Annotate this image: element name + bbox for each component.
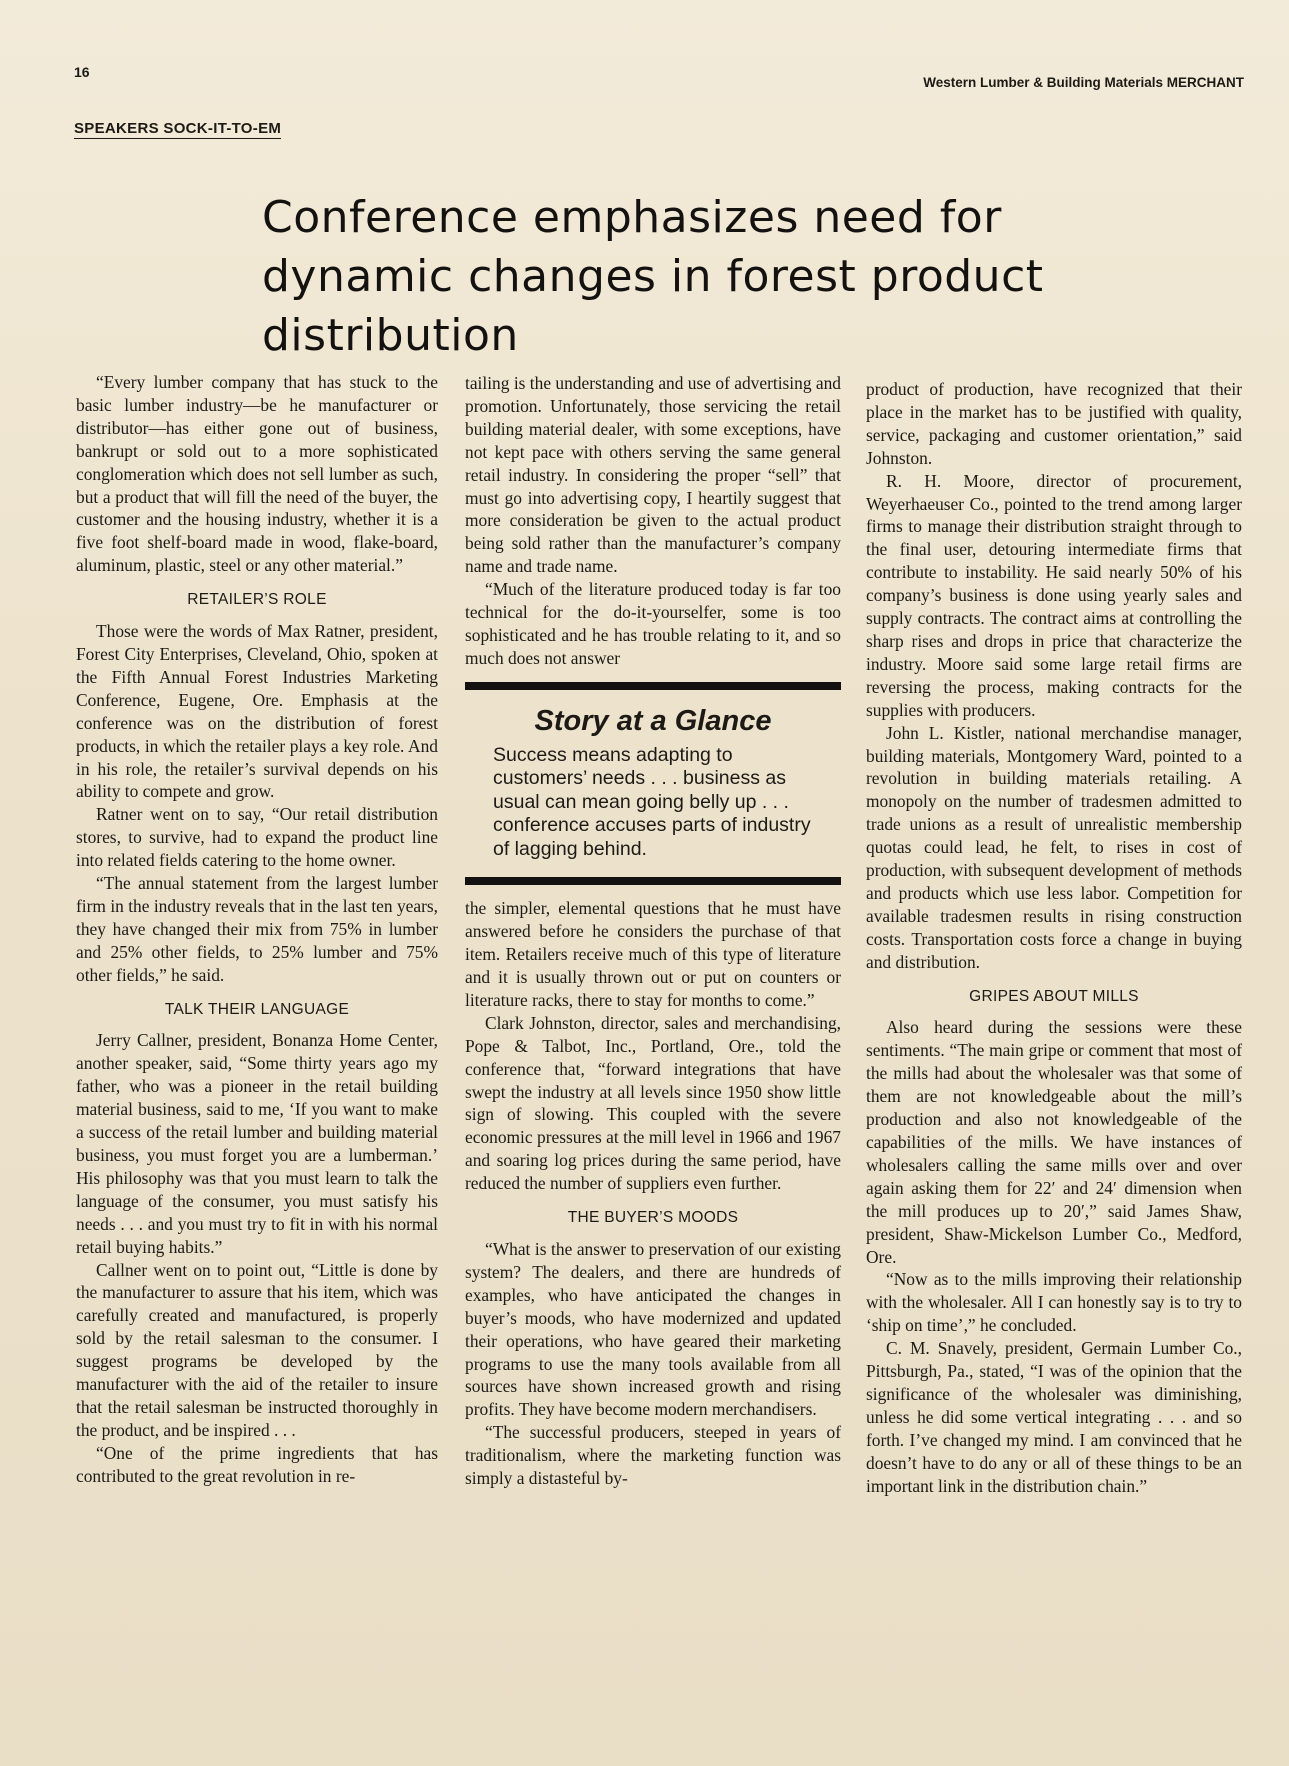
article-column-3 <box>866 378 1242 1498</box>
paragraph: Jerry Callner, president, Bonanza Home Center, another speaker, said, “Some thirty years ago my father, who was a pioneer in the retail building material business, said to me, ‘If you want to make a success of the retail lumber and building material business, you must forget you are a lumberman.’ His philosophy was that you must learn to talk the language of the consumer, you must satisfy his needs . . . and you must try to fit in with his normal retail buying habits.” <box>76 1030 438 1257</box>
article-column-1 <box>76 371 438 1488</box>
paragraph: R. H. Moore, director of procurement, Weyerhaeuser Co., pointed to the trend among larger firms to manage their distribution straight through to the final user, detouring intermediate firms that contribute to instability. He said nearly 50% of his company’s business is done using yearly sales and supply contracts. The contract aims at controlling the sharp rises and drops in price that characterize the industry. Moore said some large retail firms are reversing the process, making contracts for the supplies with producers. <box>866 470 1242 720</box>
subhead-retailers-role: RETAILER’S ROLE <box>187 591 327 609</box>
subhead-talk-their-language: TALK THEIR LANGUAGE <box>164 1000 350 1018</box>
paragraph: “Every lumber company that has stuck to the basic lumber industry—be he manufacturer or distributor—has either gone out of business, bankrupt or sold out to a more sophisticated conglomeration which does not sell lumber as such, but a product that will fill the need of the buyer, the customer and the housing industry, whether it is a five foot shelf-board made in wood, flake-board, aluminum, plastic, steel or any other material.” <box>76 372 438 576</box>
paragraph: C. M. Snavely, president, Germain Lumber Co., Pittsburgh, Pa., stated, “I was of the opinion that the significance of the wholesaler was diminishing, unless he did some vertical integrating . . . and so forth. I’ve changed my mind. I am convinced that he doesn’t have to do any or all of these things to be an important link in the distribution chain.” <box>866 1338 1242 1496</box>
publication-running-head: Western Lumber & Building Materials MERCHANT <box>923 75 1244 90</box>
paragraph: “The annual statement from the largest lumber firm in the industry reveals that in the last ten years, they have changed their mix from 75% in lumber and 25% other fields, to 25% lumber and 75% other fields,” he said. <box>76 873 438 985</box>
article-column-2 <box>465 372 841 1490</box>
paragraph: Callner went on to point out, “Little is done by the manufacturer to assure that his item, which was carefully created and manufactured, is properly sold by the retail salesman to the consumer. I suggest programs be developed by the manufacturer with the aid of the retailer to insure that the retail salesman be instructed thoroughly in the product, and be inspired . . . <box>76 1259 438 1440</box>
page-number: 16 <box>74 64 90 80</box>
article-headline: Conference emphasizes need for dynamic changes in forest product distribution <box>262 192 1044 361</box>
paragraph: John L. Kistler, national merchandise manager, building materials, Montgomery Ward, pointed to a revolution in building materials retailing. A monopoly on the number of tradesmen admitted to trade unions as a result of unrealistic membership quotas could lead, he felt, to rises in cost of production, with subsequent development of methods and products which use less labor. Competition for available tradesmen results in rising construction costs. Transportation costs force a change in buying and distribution. <box>866 722 1242 972</box>
paragraph: Ratner went on to say, “Our retail distribution stores, to survive, had to expand the product line into related fields catering to the home owner. <box>76 804 438 871</box>
paragraph: the simpler, elemental questions that he must have answered before he considers the purchase of that item. Retailers receive much of this type of literature and it is usually thrown out or put on counters or literature racks, there to stay for months to come.” <box>465 898 841 1010</box>
paragraph: tailing is the understanding and use of advertising and promotion. Unfortunately, those servicing the retail building material dealer, with some exceptions, have not kept pace with others serving the same general retail industry. In considering the proper “sell” that must go into advertising copy, I heartily suggest that more consideration be given to the actual product being sold rather than the manufacturer’s company name and trade name. <box>465 373 841 577</box>
paragraph: “One of the prime ingredients that has contributed to the great revolution in re- <box>76 1442 438 1486</box>
paragraph: “What is the answer to preservation of our existing system? The dealers, and there are hundreds of examples, who have anticipated the changes in buyer’s moods, who have modernized and updated their operations, who have geared their marketing programs to use the many tools available from all sources have shown increased growth and rising profits. They have become modern merchandisers. <box>465 1238 841 1420</box>
paragraph: Also heard during the sessions were these sentiments. “The main gripe or comment that most of the mills had about the wholesaler was that some of them are not knowledgeable about the mill’s production and also not knowledgeable of the capabilities of the mills. We have instances of wholesalers calling the same mills over and over again asking them for 22′ and 24′ dimension when the mill produces up to 20′,” said James Shaw, president, Shaw-Mickelson Lumber Co., Medford, Ore. <box>866 1017 1242 1267</box>
glance-title: Story at a Glance <box>534 704 772 737</box>
paragraph: “Much of the literature produced today is far too technical for the do-it-yourselfer, some is too sophisticated and he has trouble relating to it, and so much does not answer <box>465 579 841 668</box>
paragraph: product of production, have recognized that their place in the market has to be justified with quality, service, packaging and customer orientation,” said Johnston. <box>866 379 1242 468</box>
paragraph: “Now as to the mills improving their relationship with the wholesaler. All I can honestly say is to try to ‘ship on time’,” he concluded. <box>866 1269 1242 1336</box>
section-label: SPEAKERS SOCK-IT-TO-EM <box>74 120 282 137</box>
glance-summary: Success means adapting to customers’ needs . . . business as usual can mean going belly up . . . conference accuses parts of industry of lagging behind. <box>493 743 811 860</box>
paragraph: Those were the words of Max Ratner, president, Forest City Enterprises, Cleveland, Ohio, spoken at the Fifth Annual Forest Industries Marketing Conference, Eugene, Ore. Emphasis at the conference was on the distribution of forest products, in which the retailer plays a key role. And in his role, the retailer’s survival depends on his ability to compete and grow. <box>76 621 438 802</box>
paragraph: Clark Johnston, director, sales and merchandising, Pope & Talbot, Inc., Portland, Ore., told the conference that, “forward integrations that have swept the industry at all levels since 1950 show little sign of slowing. This coupled with the severe economic pressures at the mill level in 1966 and 1967 and soaring log prices during the same period, have reduced the number of suppliers even further. <box>465 1012 841 1194</box>
subhead-gripes-about-mills: GRIPES ABOUT MILLS <box>969 987 1139 1005</box>
subhead-buyers-moods: THE BUYER’S MOODS <box>567 1209 739 1227</box>
paragraph: “The successful producers, steeped in years of traditionalism, where the marketing function was simply a distasteful by- <box>465 1422 841 1489</box>
story-at-a-glance-box <box>465 682 841 886</box>
